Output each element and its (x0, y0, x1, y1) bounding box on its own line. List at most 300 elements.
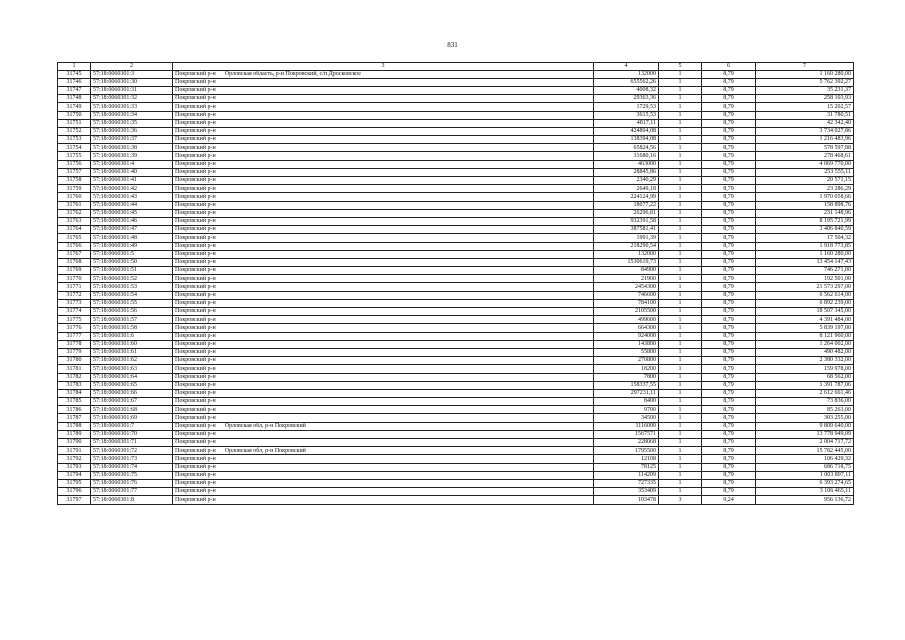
district-label: Покровский р-н (175, 496, 216, 503)
count-cell: 1 (659, 447, 702, 455)
district-label: Покровский р-н (175, 349, 216, 356)
rate-cell: 8,79 (702, 111, 756, 119)
count-cell: 1 (659, 127, 702, 135)
location-cell (173, 283, 594, 291)
table-row (58, 86, 854, 94)
value-cell: 55800 (594, 348, 659, 356)
district-label: Покровский р-н (175, 332, 216, 339)
value-cell: 4008,32 (594, 86, 659, 94)
cadastral-number-cell: 57:18:0060301:48 (91, 234, 173, 242)
district-label: Покровский р-н (175, 439, 216, 446)
district-label: Покровский р-н (175, 341, 216, 348)
row-number-cell: 31777 (58, 332, 91, 340)
rate-cell: 8,79 (702, 209, 756, 217)
total-cell: 253 555,11 (756, 168, 854, 176)
cadastral-number-cell: 57:18:0060301:33 (91, 103, 173, 111)
count-cell: 1 (659, 348, 702, 356)
rate-cell: 8,79 (702, 152, 756, 160)
count-cell: 1 (659, 324, 702, 332)
table-row (58, 152, 854, 160)
district-label: Покровский р-н (175, 414, 216, 421)
table-row (58, 455, 854, 463)
total-cell: 303 255,00 (756, 414, 854, 422)
row-number-cell: 31769 (58, 267, 91, 275)
table-row (58, 488, 854, 496)
table-row (58, 365, 854, 373)
table-row (58, 234, 854, 242)
district-label: Покровский р-н (175, 251, 216, 258)
count-cell: 1 (659, 373, 702, 381)
district-label: Покровский р-н (175, 357, 216, 364)
location-cell (173, 217, 594, 225)
value-cell: 143800 (594, 340, 659, 348)
total-cell: 1 391 787,06 (756, 381, 854, 389)
rate-cell: 8,79 (702, 340, 756, 348)
rate-cell: 8,79 (702, 324, 756, 332)
location-cell (173, 127, 594, 135)
total-cell: 746 271,00 (756, 267, 854, 275)
count-cell: 1 (659, 365, 702, 373)
location-cell (173, 144, 594, 152)
location-cell (173, 136, 594, 144)
count-cell: 1 (659, 111, 702, 119)
header-cell-row-number: 1 (58, 63, 91, 71)
table-row (58, 381, 854, 389)
cadastral-number-cell: 57:18:0060301:75 (91, 471, 173, 479)
rate-cell: 8,79 (702, 439, 756, 447)
cadastral-number-cell: 57:18:0060301:8 (91, 496, 173, 504)
address-label: Орловская обл, р-н Покровский (224, 447, 306, 454)
total-cell: 1 160 280,00 (756, 70, 854, 78)
table-row (58, 291, 854, 299)
table-row (58, 275, 854, 283)
rate-cell: 8,79 (702, 348, 756, 356)
location-cell (173, 70, 594, 78)
row-number-cell: 31779 (58, 348, 91, 356)
total-cell: 3 106 465,11 (756, 488, 854, 496)
cadastral-number-cell: 57:18:0060301:52 (91, 275, 173, 283)
cadastral-number-cell: 57:18:0060301:55 (91, 299, 173, 307)
district-label: Покровский р-н (175, 283, 216, 290)
table-row (58, 209, 854, 217)
cadastral-number-cell: 57:18:0060301:63 (91, 365, 173, 373)
cadastral-number-cell: 57:18:0060301:64 (91, 373, 173, 381)
cadastral-number-cell: 57:18:0060301:44 (91, 201, 173, 209)
cadastral-number-cell: 57:18:0060301:71 (91, 439, 173, 447)
count-cell: 1 (659, 258, 702, 266)
rate-cell: 8,79 (702, 242, 756, 250)
value-cell: 1991,39 (594, 234, 659, 242)
table-row (58, 144, 854, 152)
district-label: Покровский р-н (175, 455, 216, 462)
table-row (58, 283, 854, 291)
rate-cell: 8,79 (702, 185, 756, 193)
location-cell (173, 463, 594, 471)
row-number-cell: 31758 (58, 177, 91, 185)
rate-cell: 8,79 (702, 455, 756, 463)
table-row (58, 316, 854, 324)
district-label: Покровский р-н (175, 136, 216, 143)
table-row (58, 70, 854, 78)
rate-cell: 8,79 (702, 267, 756, 275)
table-row (58, 308, 854, 316)
district-label: Покровский р-н (175, 169, 216, 176)
location-cell (173, 324, 594, 332)
rate-cell: 8,79 (702, 119, 756, 127)
total-cell: 18 507 345,00 (756, 308, 854, 316)
value-cell: 784100 (594, 299, 659, 307)
location-cell (173, 340, 594, 348)
district-label: Покровский р-н (175, 382, 216, 389)
rate-cell: 8,79 (702, 488, 756, 496)
rate-cell: 8,79 (702, 217, 756, 225)
rate-cell: 8,79 (702, 86, 756, 94)
cadastral-number-cell: 57:18:0060301:34 (91, 111, 173, 119)
cadastral-number-cell: 57:18:0060301:35 (91, 119, 173, 127)
total-cell: 258 103,93 (756, 95, 854, 103)
location-cell (173, 389, 594, 397)
district-label: Покровский р-н (175, 259, 216, 266)
count-cell: 1 (659, 201, 702, 209)
count-cell: 1 (659, 430, 702, 438)
cadastral-number-cell: 57:18:0060301:65 (91, 381, 173, 389)
cadastral-number-cell: 57:18:0060301:77 (91, 488, 173, 496)
district-label: Покровский р-н (175, 480, 216, 487)
location-cell (173, 111, 594, 119)
header-cell-rate: 6 (702, 63, 756, 71)
value-cell: 353409 (594, 488, 659, 496)
district-label: Покровский р-н (175, 324, 216, 331)
location-cell (173, 275, 594, 283)
district-label: Покровский р-н (175, 103, 216, 110)
rate-cell: 8,79 (702, 283, 756, 291)
total-cell: 15 202,57 (756, 103, 854, 111)
location-cell (173, 308, 594, 316)
district-label: Покровский р-н (175, 160, 216, 167)
district-label: Покровский р-н (175, 463, 216, 470)
district-label: Покровский р-н (175, 365, 216, 372)
total-cell: 31 780,51 (756, 111, 854, 119)
cadastral-number-cell: 57:18:0060301:37 (91, 136, 173, 144)
count-cell: 3 (659, 496, 702, 504)
count-cell: 1 (659, 193, 702, 201)
count-cell: 1 (659, 488, 702, 496)
row-number-cell: 31759 (58, 185, 91, 193)
table-row (58, 463, 854, 471)
district-label: Покровский р-н (175, 210, 216, 217)
total-cell: 158 898,76 (756, 201, 854, 209)
value-cell: 78125 (594, 463, 659, 471)
row-number-cell: 31745 (58, 70, 91, 78)
count-cell: 1 (659, 250, 702, 258)
location-cell (173, 86, 594, 94)
count-cell: 1 (659, 70, 702, 78)
location-cell (173, 299, 594, 307)
cadastral-number-cell: 57:18:0060301:43 (91, 193, 173, 201)
page-number: 831 (447, 41, 458, 49)
table-row (58, 299, 854, 307)
location-cell (173, 209, 594, 217)
value-cell: 297231,11 (594, 389, 659, 397)
value-cell: 1530619,73 (594, 258, 659, 266)
location-cell (173, 348, 594, 356)
value-cell: 132000 (594, 250, 659, 258)
rate-cell: 8,79 (702, 193, 756, 201)
count-cell: 1 (659, 242, 702, 250)
row-number-cell: 31746 (58, 78, 91, 86)
cadastral-number-cell: 57:18:0060301:67 (91, 398, 173, 406)
value-cell: 228068 (594, 439, 659, 447)
count-cell: 1 (659, 332, 702, 340)
table-row (58, 95, 854, 103)
rate-cell: 8,79 (702, 398, 756, 406)
table-row (58, 357, 854, 365)
district-label: Покровский р-н (175, 242, 216, 249)
cadastral-number-cell: 57:18:0060301:54 (91, 291, 173, 299)
row-number-cell: 31751 (58, 119, 91, 127)
district-label: Покровский р-н (175, 95, 216, 102)
district-label: Покровский р-н (175, 234, 216, 241)
table-row (58, 78, 854, 86)
row-number-cell: 31754 (58, 144, 91, 152)
row-number-cell: 31789 (58, 430, 91, 438)
location-cell (173, 78, 594, 86)
location-cell (173, 488, 594, 496)
district-label: Покровский р-н (175, 70, 216, 77)
row-number-cell: 31752 (58, 127, 91, 135)
value-cell: 65824,56 (594, 144, 659, 152)
location-cell (173, 398, 594, 406)
location-cell (173, 406, 594, 414)
rate-cell: 8,79 (702, 381, 756, 389)
location-cell (173, 439, 594, 447)
row-number-cell: 31772 (58, 291, 91, 299)
cadastral-number-cell: 57:18:0060301:41 (91, 177, 173, 185)
count-cell: 1 (659, 463, 702, 471)
total-cell: 21 573 297,00 (756, 283, 854, 291)
row-number-cell: 31762 (58, 209, 91, 217)
table-row (58, 258, 854, 266)
rate-cell: 8,79 (702, 357, 756, 365)
district-label: Покровский р-н (175, 267, 216, 274)
rate-cell: 8,79 (702, 168, 756, 176)
table-row (58, 422, 854, 430)
row-number-cell: 31773 (58, 299, 91, 307)
value-cell: 2454300 (594, 283, 659, 291)
table-row (58, 168, 854, 176)
rate-cell: 8,79 (702, 160, 756, 168)
rate-cell: 8,79 (702, 414, 756, 422)
row-number-cell: 31765 (58, 234, 91, 242)
cadastral-number-cell: 57:18:0060301:68 (91, 406, 173, 414)
district-label: Покровский р-н (175, 390, 216, 397)
value-cell: 7800 (594, 373, 659, 381)
cadastral-number-cell: 57:18:0060301:76 (91, 479, 173, 487)
value-cell: 9700 (594, 406, 659, 414)
district-label: Покровский р-н (175, 291, 216, 298)
cadastral-number-cell: 57:18:0060301:56 (91, 308, 173, 316)
row-number-cell: 31784 (58, 389, 91, 397)
table-row (58, 479, 854, 487)
count-cell: 1 (659, 340, 702, 348)
rate-cell: 8,79 (702, 201, 756, 209)
cadastral-number-cell: 57:18:0060301:73 (91, 455, 173, 463)
row-number-cell: 31782 (58, 373, 91, 381)
row-number-cell: 31748 (58, 95, 91, 103)
table-row (58, 406, 854, 414)
count-cell: 1 (659, 144, 702, 152)
total-cell: 1 160 280,00 (756, 250, 854, 258)
row-number-cell: 31757 (58, 168, 91, 176)
address-label: Орловская область, р-н Покровский, с/п Дросковское (224, 70, 361, 77)
total-cell: 1 216 483,96 (756, 136, 854, 144)
location-cell (173, 234, 594, 242)
total-cell: 192 501,00 (756, 275, 854, 283)
count-cell: 1 (659, 471, 702, 479)
row-number-cell: 31778 (58, 340, 91, 348)
district-label: Покровский р-н (175, 152, 216, 159)
table-row (58, 193, 854, 201)
count-cell: 1 (659, 308, 702, 316)
location-cell (173, 242, 594, 250)
value-cell: 218290,54 (594, 242, 659, 250)
rate-cell: 8,79 (702, 447, 756, 455)
count-cell: 1 (659, 226, 702, 234)
location-cell (173, 430, 594, 438)
value-cell: 1729,53 (594, 103, 659, 111)
table-row (58, 242, 854, 250)
location-cell (173, 479, 594, 487)
rate-cell: 8,79 (702, 136, 756, 144)
total-cell: 5 762 392,27 (756, 78, 854, 86)
row-number-cell: 31776 (58, 324, 91, 332)
total-cell: 9 809 640,00 (756, 422, 854, 430)
cadastral-number-cell: 57:18:0060301:5 (91, 250, 173, 258)
count-cell: 1 (659, 299, 702, 307)
location-cell (173, 357, 594, 365)
location-cell (173, 160, 594, 168)
district-label: Покровский р-н (175, 488, 216, 495)
value-cell: 8400 (594, 398, 659, 406)
count-cell: 1 (659, 160, 702, 168)
district-label: Покровский р-н (175, 185, 216, 192)
rate-cell: 8,79 (702, 144, 756, 152)
value-cell: 12108 (594, 455, 659, 463)
location-cell (173, 152, 594, 160)
location-cell (173, 193, 594, 201)
cadastral-number-cell: 57:18:0060301:60 (91, 340, 173, 348)
row-number-cell: 31788 (58, 422, 91, 430)
cadastral-number-cell: 57:18:0060301:57 (91, 316, 173, 324)
table-row (58, 160, 854, 168)
table-row (58, 127, 854, 135)
count-cell: 1 (659, 103, 702, 111)
rate-cell: 8,79 (702, 226, 756, 234)
table-row (58, 389, 854, 397)
location-cell (173, 422, 594, 430)
count-cell: 1 (659, 177, 702, 185)
total-cell: 4 069 770,00 (756, 160, 854, 168)
row-number-cell: 31783 (58, 381, 91, 389)
count-cell: 1 (659, 119, 702, 127)
location-cell (173, 250, 594, 258)
count-cell: 1 (659, 185, 702, 193)
count-cell: 1 (659, 275, 702, 283)
row-number-cell: 31791 (58, 447, 91, 455)
rate-cell: 8,79 (702, 177, 756, 185)
table-body (58, 70, 854, 504)
total-cell: 8 121 960,00 (756, 332, 854, 340)
total-cell: 1 003 897,11 (756, 471, 854, 479)
row-number-cell: 31775 (58, 316, 91, 324)
header-cell-total: 7 (756, 63, 854, 71)
count-cell: 1 (659, 136, 702, 144)
district-label: Покровский р-н (175, 79, 216, 86)
row-number-cell: 31755 (58, 152, 91, 160)
total-cell: 490 482,00 (756, 348, 854, 356)
value-cell: 28845,86 (594, 168, 659, 176)
value-cell: 114209 (594, 471, 659, 479)
total-cell: 956 136,72 (756, 496, 854, 504)
location-cell (173, 226, 594, 234)
cadastral-number-cell: 57:18:0060301:6 (91, 332, 173, 340)
total-cell: 4 391 484,00 (756, 316, 854, 324)
count-cell: 1 (659, 398, 702, 406)
total-cell: 6 562 614,00 (756, 291, 854, 299)
cadastral-number-cell: 57:18:0060301:66 (91, 389, 173, 397)
location-cell (173, 103, 594, 111)
rate-cell: 8,79 (702, 95, 756, 103)
count-cell: 1 (659, 86, 702, 94)
district-label: Покровский р-н (175, 275, 216, 282)
total-cell: 1 918 773,85 (756, 242, 854, 250)
count-cell: 1 (659, 389, 702, 397)
rate-cell: 8,79 (702, 234, 756, 242)
header-cell-location: 3 (173, 63, 594, 71)
total-cell: 1 970 058,66 (756, 193, 854, 201)
cadastral-number-cell: 57:18:0060301:58 (91, 324, 173, 332)
rate-cell: 8,79 (702, 373, 756, 381)
location-cell (173, 373, 594, 381)
cadastral-number-cell: 57:18:0060301:3 (91, 70, 173, 78)
value-cell: 270800 (594, 357, 659, 365)
district-label: Покровский р-н (175, 144, 216, 151)
total-cell: 686 718,75 (756, 463, 854, 471)
rate-cell: 8,79 (702, 258, 756, 266)
district-label: Покровский р-н (175, 398, 216, 405)
count-cell: 1 (659, 234, 702, 242)
table-row (58, 226, 854, 234)
row-number-cell: 31792 (58, 455, 91, 463)
count-cell: 1 (659, 414, 702, 422)
rate-cell: 8,79 (702, 308, 756, 316)
cadastral-number-cell: 57:18:0060301:72 (91, 447, 173, 455)
count-cell: 1 (659, 217, 702, 225)
location-cell (173, 168, 594, 176)
table-row (58, 332, 854, 340)
count-cell: 1 (659, 168, 702, 176)
district-label: Покровский р-н (175, 193, 216, 200)
rate-cell: 8,79 (702, 275, 756, 283)
district-label: Покровский р-н (175, 316, 216, 323)
value-cell: 424804,08 (594, 127, 659, 135)
cadastral-number-cell: 57:18:0060301:51 (91, 267, 173, 275)
table-row (58, 398, 854, 406)
cadastral-number-cell: 57:18:0060301:50 (91, 258, 173, 266)
total-cell: 23 286,29 (756, 185, 854, 193)
table-row (58, 430, 854, 438)
table-row (58, 447, 854, 455)
